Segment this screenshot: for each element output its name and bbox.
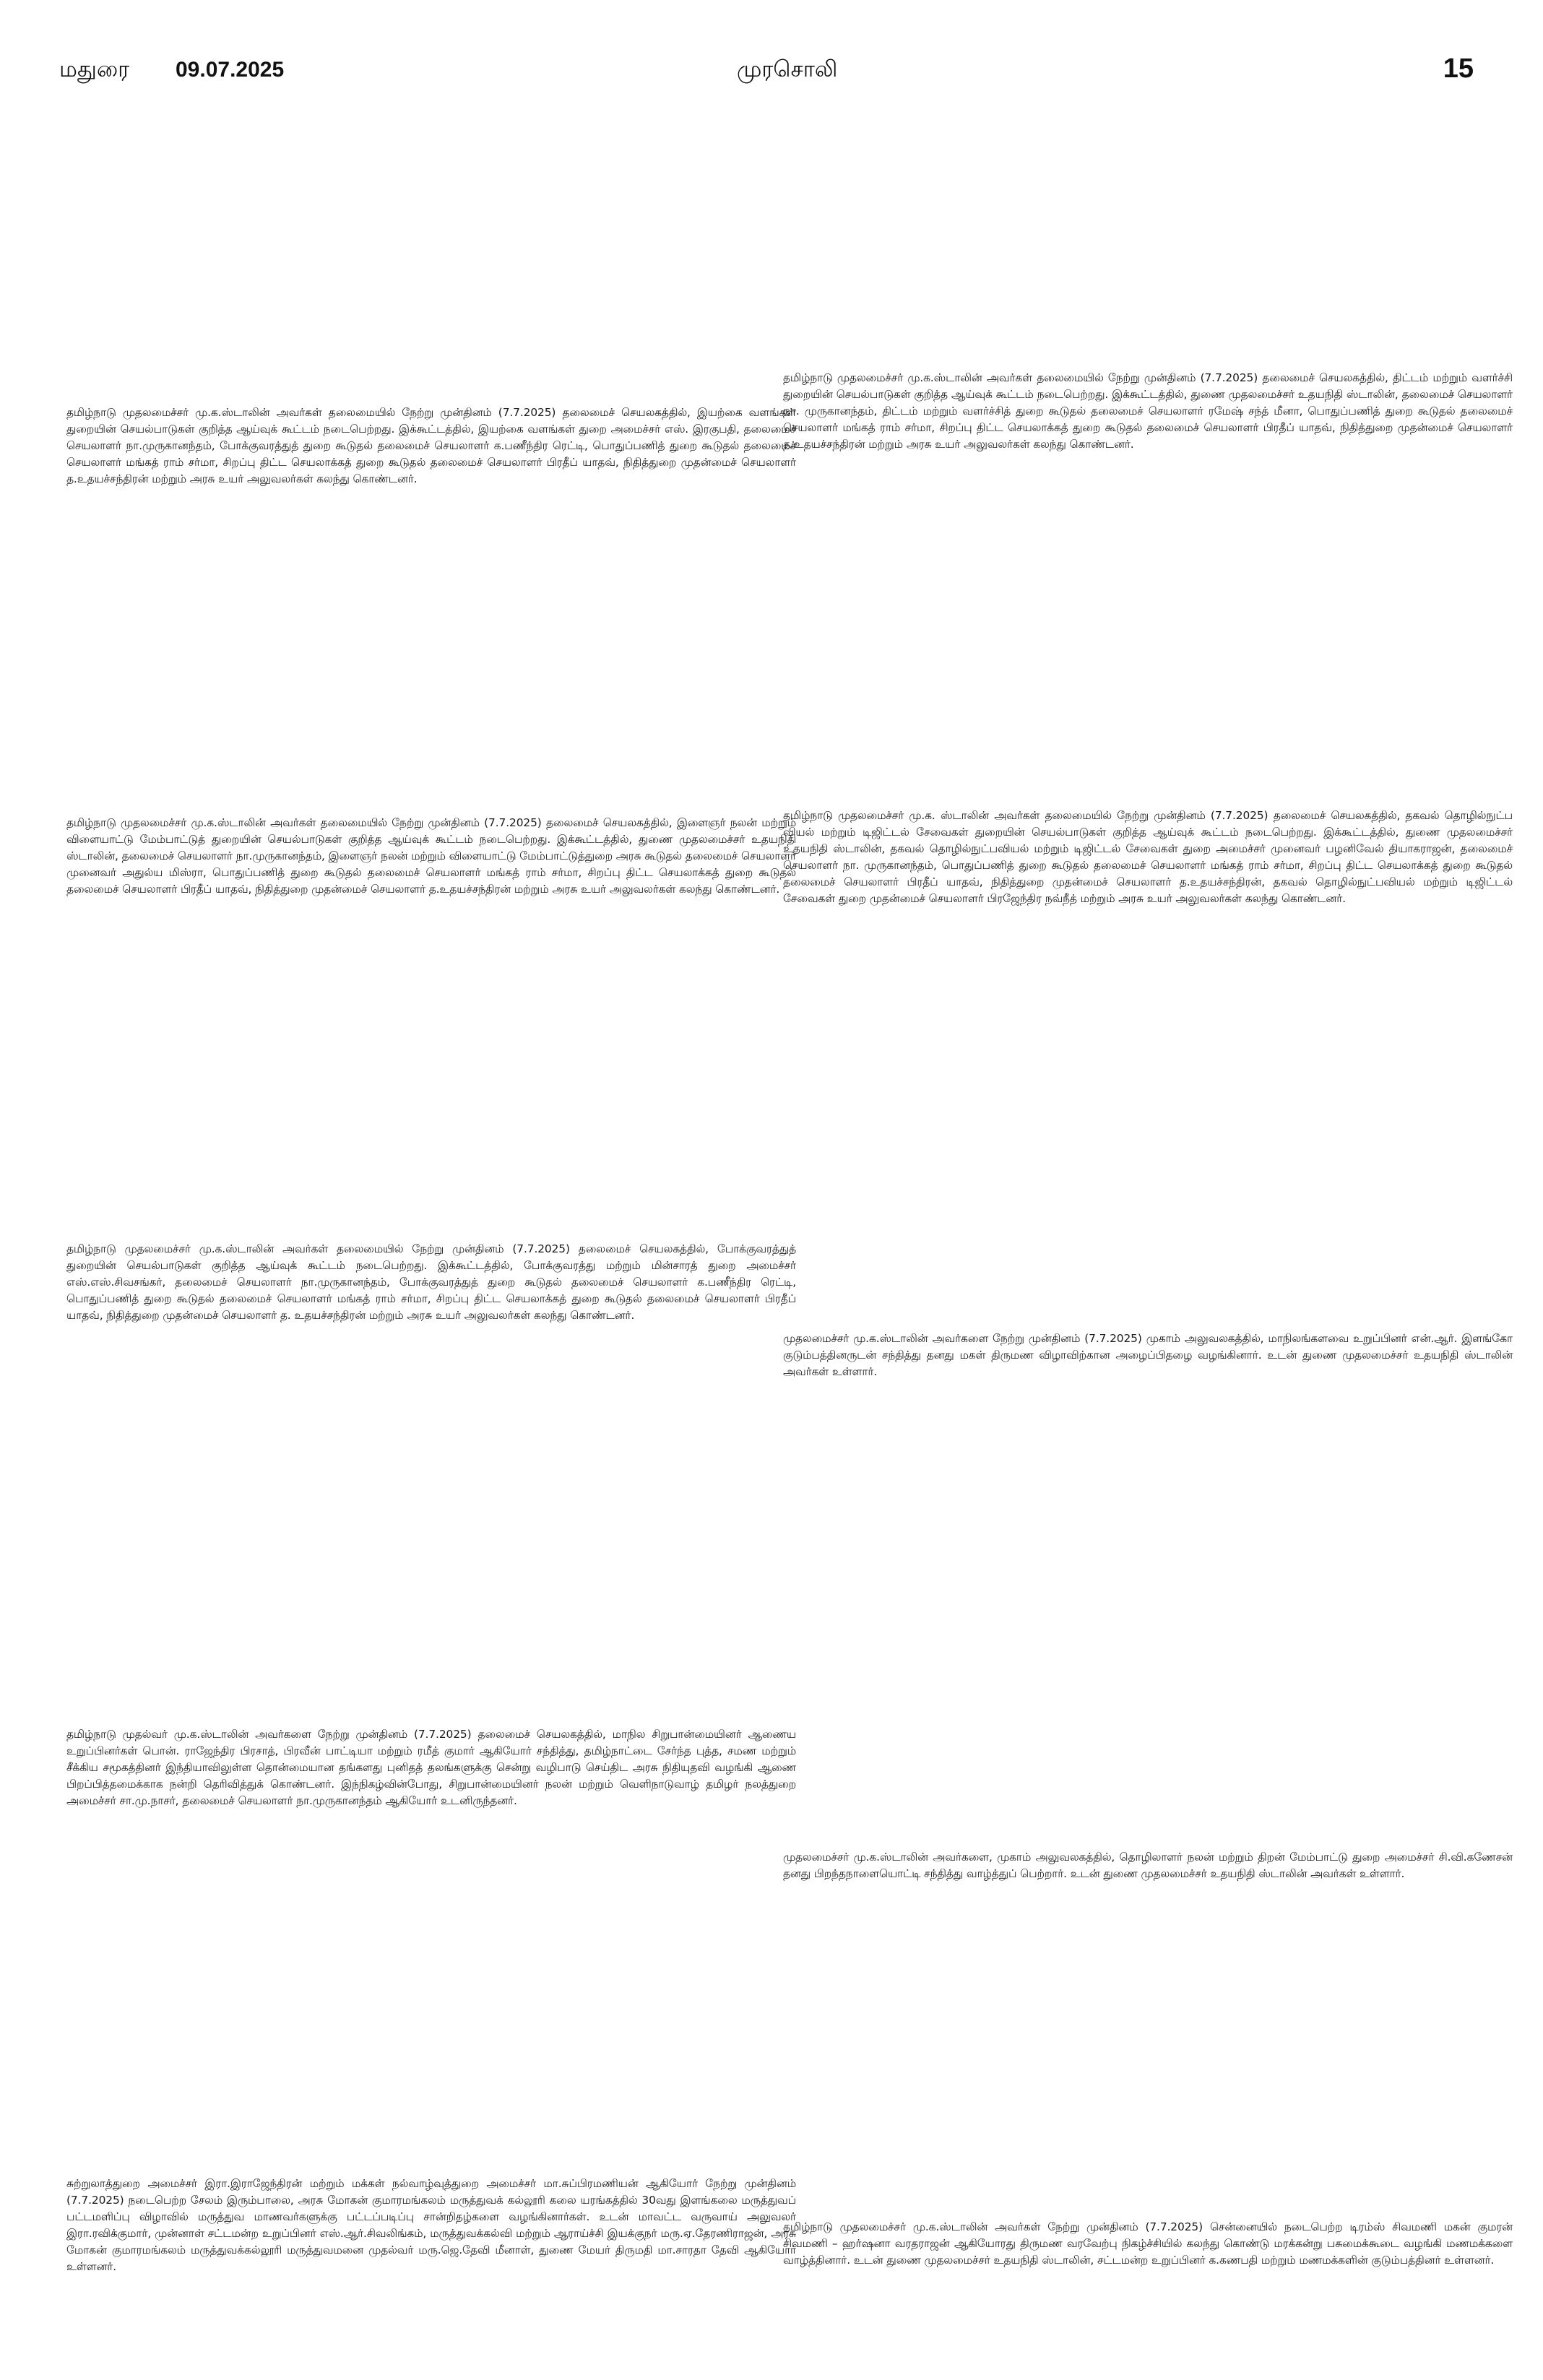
photo-caption-minorities-commission-meeting: தமிழ்நாடு முதல்வர் மு.க.ஸ்டாலின் அவர்களை நேற்று முன்தினம் (7.7.2025) தலைமைச் செயலகத்தில், மாநில சிறுபான்மையினர் ஆணைய உறுப்பினர்கள் பொன். ராஜேந்திர பிரசாத், பிரவீன் பாட்டியா மற்றும் ரமீத் குமார் ஆகியோர் சந்தித்து, தமிழ்நாட்டை சேர்ந்த புத்த, சமண மற்றும் சீக்கிய சமூகத்தினர் இந்தியாவிலுள்ள தொன்மையான தங்களது புனிதத் தலங்களுக்கு சென்று வழிபாடு செய்திட அரசு நிதியுதவி வழங்கி ஆணை பிறப்பித்தமைக்காக நன்றி தெரிவித்துக் கொண்டனர். இந்நிகழ்வின்போது, சிறுபான்மையினர் நலன் மற்றும் வெளிநாடுவாழ் தமிழர் நலத்துறை அமைச்சர் சா.மு.நாசர், தலைமைச் செயலாளர் நா.முருகானந்தம் ஆகியோர் உடனிருந்தனர்.: [66, 1728, 796, 1807]
photo-caption-it-digital-services-review: தமிழ்நாடு முதலமைச்சர் மு.க. ஸ்டாலின் அவர்கள் தலைமையில் நேற்று முன்தினம் (7.7.2025) தலைமைச் செயலகத்தில், தகவல் தொழில்நுட்ப வியல் மற்றும் டிஜிட்டல் சேவைகள் துறையின் செயல்பாடுகள் குறித்த ஆய்வுக் கூட்டம் நடைபெற்றது. இக்கூட்டத்தில், துணை முதலமைச்சர் உதயநிதி ஸ்டாலின், தகவல் தொழில்நுட்பவியல் மற்றும் டிஜிட்டல் சேவைகள் துறை அமைச்சர் முனைவர் பழனிவேல் தியாகராஜன், தலைமைச் செயலாளர் நா. முருகானந்தம், பொதுப்பணித் துறை கூடுதல் தலைமைச் செயலாளர் மங்கத் ராம் சர்மா, சிறப்பு திட்ட செயலாக்கத் துறை கூடுதல் தலைமைச் செயலாளர் பிரதீப் யாதவ், நிதித்துறை முதன்மைச் செயலாளர் த.உதயச்சந்திரன், தகவல் தொழில்நுட்பவியல் மற்றும் டிஜிட்டல் சேவைகள் துறை முதன்மைச் செயலாளர் பிரஜேந்திர நவ்நீத் மற்றும் அரசு உயர் அலுவலர்கள் கலந்து கொண்டனர்.: [783, 809, 1513, 905]
photo-caption-planning-development-review: தமிழ்நாடு முதலமைச்சர் மு.க.ஸ்டாலின் அவர்கள் தலைமையில் நேற்று முன்தினம் (7.7.2025) தலைமைச் செயலகத்தில், திட்டம் மற்றும் வளர்ச்சி துறையின் செயல்பாடுகள் குறித்த ஆய்வுக் கூட்டம் நடைபெற்றது. இக்கூட்டத்தில், துணை முதலமைச்சர் உதயநிதி ஸ்டாலின், தலைமைச் செயலாளர் நா. முருகானந்தம், திட்டம் மற்றும் வளர்ச்சித் துறை கூடுதல் தலைமைச் செயலாளர் ரமேஷ் சந்த் மீனா, பொதுப்பணித் துறை கூடுதல் தலைமைச் செயலாளர் மங்கத் ராம் சர்மா, சிறப்பு திட்ட செயலாக்கத் துறை கூடுதல் தலைமைச் செயலாளர் பிரதீப் யாதவ், நிதித்துறை முதன்மைச் செயலாளர் த.உதயச்சந்திரன் மற்றும் அரசு உயர் அலுவலர்கள் கலந்து கொண்டனர்.: [783, 371, 1513, 451]
photo-caption-youth-welfare-sports-review: தமிழ்நாடு முதலமைச்சர் மு.க.ஸ்டாலின் அவர்கள் தலைமையில் நேற்று முன்தினம் (7.7.2025) தலைமைச் செயலகத்தில், இளைஞர் நலன் மற்றும் விளையாட்டு மேம்பாட்டுத் துறையின் செயல்பாடுகள் குறித்த ஆய்வுக் கூட்டம் நடைபெற்றது. இக்கூட்டத்தில், துணை முதலமைச்சர் உதயநிதி ஸ்டாலின், தலைமைச் செயலாளர் நா.முருகானந்தம், இளைஞர் நலன் மற்றும் விளையாட்டு மேம்பாட்டுத்துறை அரசு கூடுதல் தலைமைச் செயலாளர் முனைவர் அதுல்ய மிஸ்ரா, பொதுப்பணித் துறை கூடுதல் தலைமைச் செயலாளர் மங்கத் ராம் சர்மா, சிறப்பு திட்ட செயலாக்கத் துறை கூடுதல் தலைமைச் செயலாளர் பிரதீப் யாதவ், நிதித்துறை முதன்மைச் செயலாளர் த.உதயச்சந்திரன் மற்றும் அரசு உயர் அலுவலர்கள் கலந்து கொண்டனர்.: [66, 816, 796, 896]
photo-caption-transport-review: தமிழ்நாடு முதலமைச்சர் மு.க.ஸ்டாலின் அவர்கள் தலைமையில் நேற்று முன்தினம் (7.7.2025) தலைமைச் செயலகத்தில், போக்குவரத்துத் துறையின் செயல்பாடுகள் குறித்த ஆய்வுக் கூட்டம் நடைபெற்றது. இக்கூட்டத்தில், போக்குவரத்து மற்றும் மின்சாரத் துறை அமைச்சர் எஸ்.எஸ்.சிவசங்கர், தலைமைச் செயலாளர் நா.முருகானந்தம், போக்குவரத்துத் துறை கூடுதல் தலைமைச் செயலாளர் க.பணீந்திர ரெட்டி, பொதுப்பணித் துறை கூடுதல் தலைமைச் செயலாளர் மங்கத் ராம் சர்மா, சிறப்பு திட்ட செயலாக்கத் துறை கூடுதல் தலைமைச் செயலாளர் பிரதீப் யாதவ், நிதித்துறை முதன்மைச் செயலாளர் த. உதயச்சந்திரன் மற்றும் அரசு உயர் அலுவலர்கள் கலந்து கொண்டனர்.: [66, 1242, 796, 1322]
newspaper-name: முரசொலி: [737, 56, 838, 82]
page-number: 15: [1443, 53, 1474, 84]
edition-date: 09.07.2025: [176, 58, 285, 82]
photo-caption-wedding-invitation: முதலமைச்சர் மு.க.ஸ்டாலின் அவர்களை நேற்று முன்தினம் (7.7.2025) முகாம் அலுவலகத்தில், மாநிலங்களவை உறுப்பினர் என்.ஆர். இளங்கோ குடும்பத்தினருடன் சந்தித்து தனது மகள் திருமண விழாவிற்கான அழைப்பிதழை வழங்கினார். உடன் துணை முதலமைச்சர் உதயநிதி ஸ்டாலின் அவர்கள் உள்ளார்.: [783, 1332, 1513, 1378]
photo-caption-wedding-reception: தமிழ்நாடு முதலமைச்சர் மு.க.ஸ்டாலின் அவர்கள் நேற்று முன்தினம் (7.7.2025) சென்னையில் நடைபெற்ற டிரம்ஸ் சிவமணி மகன் குமரன் சிவமணி – ஹர்ஷனா வரதராஜன் ஆகியோரது திருமண வரவேற்பு நிகழ்ச்சியில் கலந்து கொண்டு மரக்கன்று பசுமைக்கூடை வழங்கி மணமக்களை வாழ்த்தினார். உடன் துணை முதலமைச்சர் உதயநிதி ஸ்டாலின், சட்டமன்ற உறுப்பினர் க.கணபதி மற்றும் மணமக்களின் குடும்பத்தினர் உள்ளனர்.: [783, 2220, 1513, 2267]
edition-city: மதுரை: [59, 56, 130, 82]
photo-caption-natural-resources-review: தமிழ்நாடு முதலமைச்சர் மு.க.ஸ்டாலின் அவர்கள் தலைமையில் நேற்று முன்தினம் (7.7.2025) தலைமைச் செயலகத்தில், இயற்கை வளங்கள் துறையின் செயல்பாடுகள் குறித்த ஆய்வுக் கூட்டம் நடைபெற்றது. இக்கூட்டத்தில், இயற்கை வளங்கள் துறை அமைச்சர் எஸ். இரகுபதி, தலைமைச் செயலாளர் நா.முருகானந்தம், போக்குவரத்துத் துறை கூடுதல் தலைமைச் செயலாளர் க.பணீந்திர ரெட்டி, பொதுப்பணித் துறை கூடுதல் தலைமைச் செயலாளர் மங்கத் ராம் சர்மா, சிறப்பு திட்ட செயலாக்கத் துறை கூடுதல் தலைமைச் செயலாளர் பிரதீப் யாதவ், நிதித்துறை முதன்மைச் செயலாளர் த.உதயச்சந்திரன் மற்றும் அரசு உயர் அலுவலர்கள் கலந்து கொண்டனர்.: [66, 406, 796, 485]
photo-caption-medical-graduation: சுற்றுலாத்துறை அமைச்சர் இரா.இராஜேந்திரன் மற்றும் மக்கள் நல்வாழ்வுத்துறை அமைச்சர் மா.சுப்பிரமணியன் ஆகியோர் நேற்று முன்தினம் (7.7.2025) நடைபெற்ற சேலம் இரும்பாலை, அரசு மோகன் குமாரமங்கலம் மருத்துவக் கல்லூரி கலை யரங்கத்தில் 30வது இளங்கலை மருத்துவப் பட்டமளிப்பு விழாவில் மருத்துவ மாணவர்களுக்கு பட்டப்படிப்பு சான்றிதழ்களை வழங்கினார்கள். உடன் மாவட்ட வருவாய் அலுவலர் இரா.ரவிக்குமார், முன்னாள் சட்டமன்ற உறுப்பினர் எஸ்.ஆர்.சிவலிங்கம், மருத்துவக்கல்வி மற்றும் ஆராய்ச்சி இயக்குநர் மரு.ஏ.தேரணிராஜன், அரசு மோகன் குமாரமங்கலம் மருத்துவக்கல்லூரி மருத்துவமனை முதல்வர் மரு.ஜெ.தேவி மீனாள், துணை மேயர் திருமதி மா.சாரதா தேவி ஆகியோர் உள்ளனர்.: [66, 2177, 796, 2273]
photo-caption-birthday-greeting: முதலமைச்சர் மு.க.ஸ்டாலின் அவர்களை, முகாம் அலுவலகத்தில், தொழிலாளர் நலன் மற்றும் திறன் மேம்பாட்டு துறை அமைச்சர் சி.வி.கணேசன் தனது பிறந்தநாளையொட்டி சந்தித்து வாழ்த்துப் பெற்றார். உடன் துணை முதலமைச்சர் உதயநிதி ஸ்டாலின் அவர்கள் உள்ளார்.: [783, 1851, 1513, 1880]
